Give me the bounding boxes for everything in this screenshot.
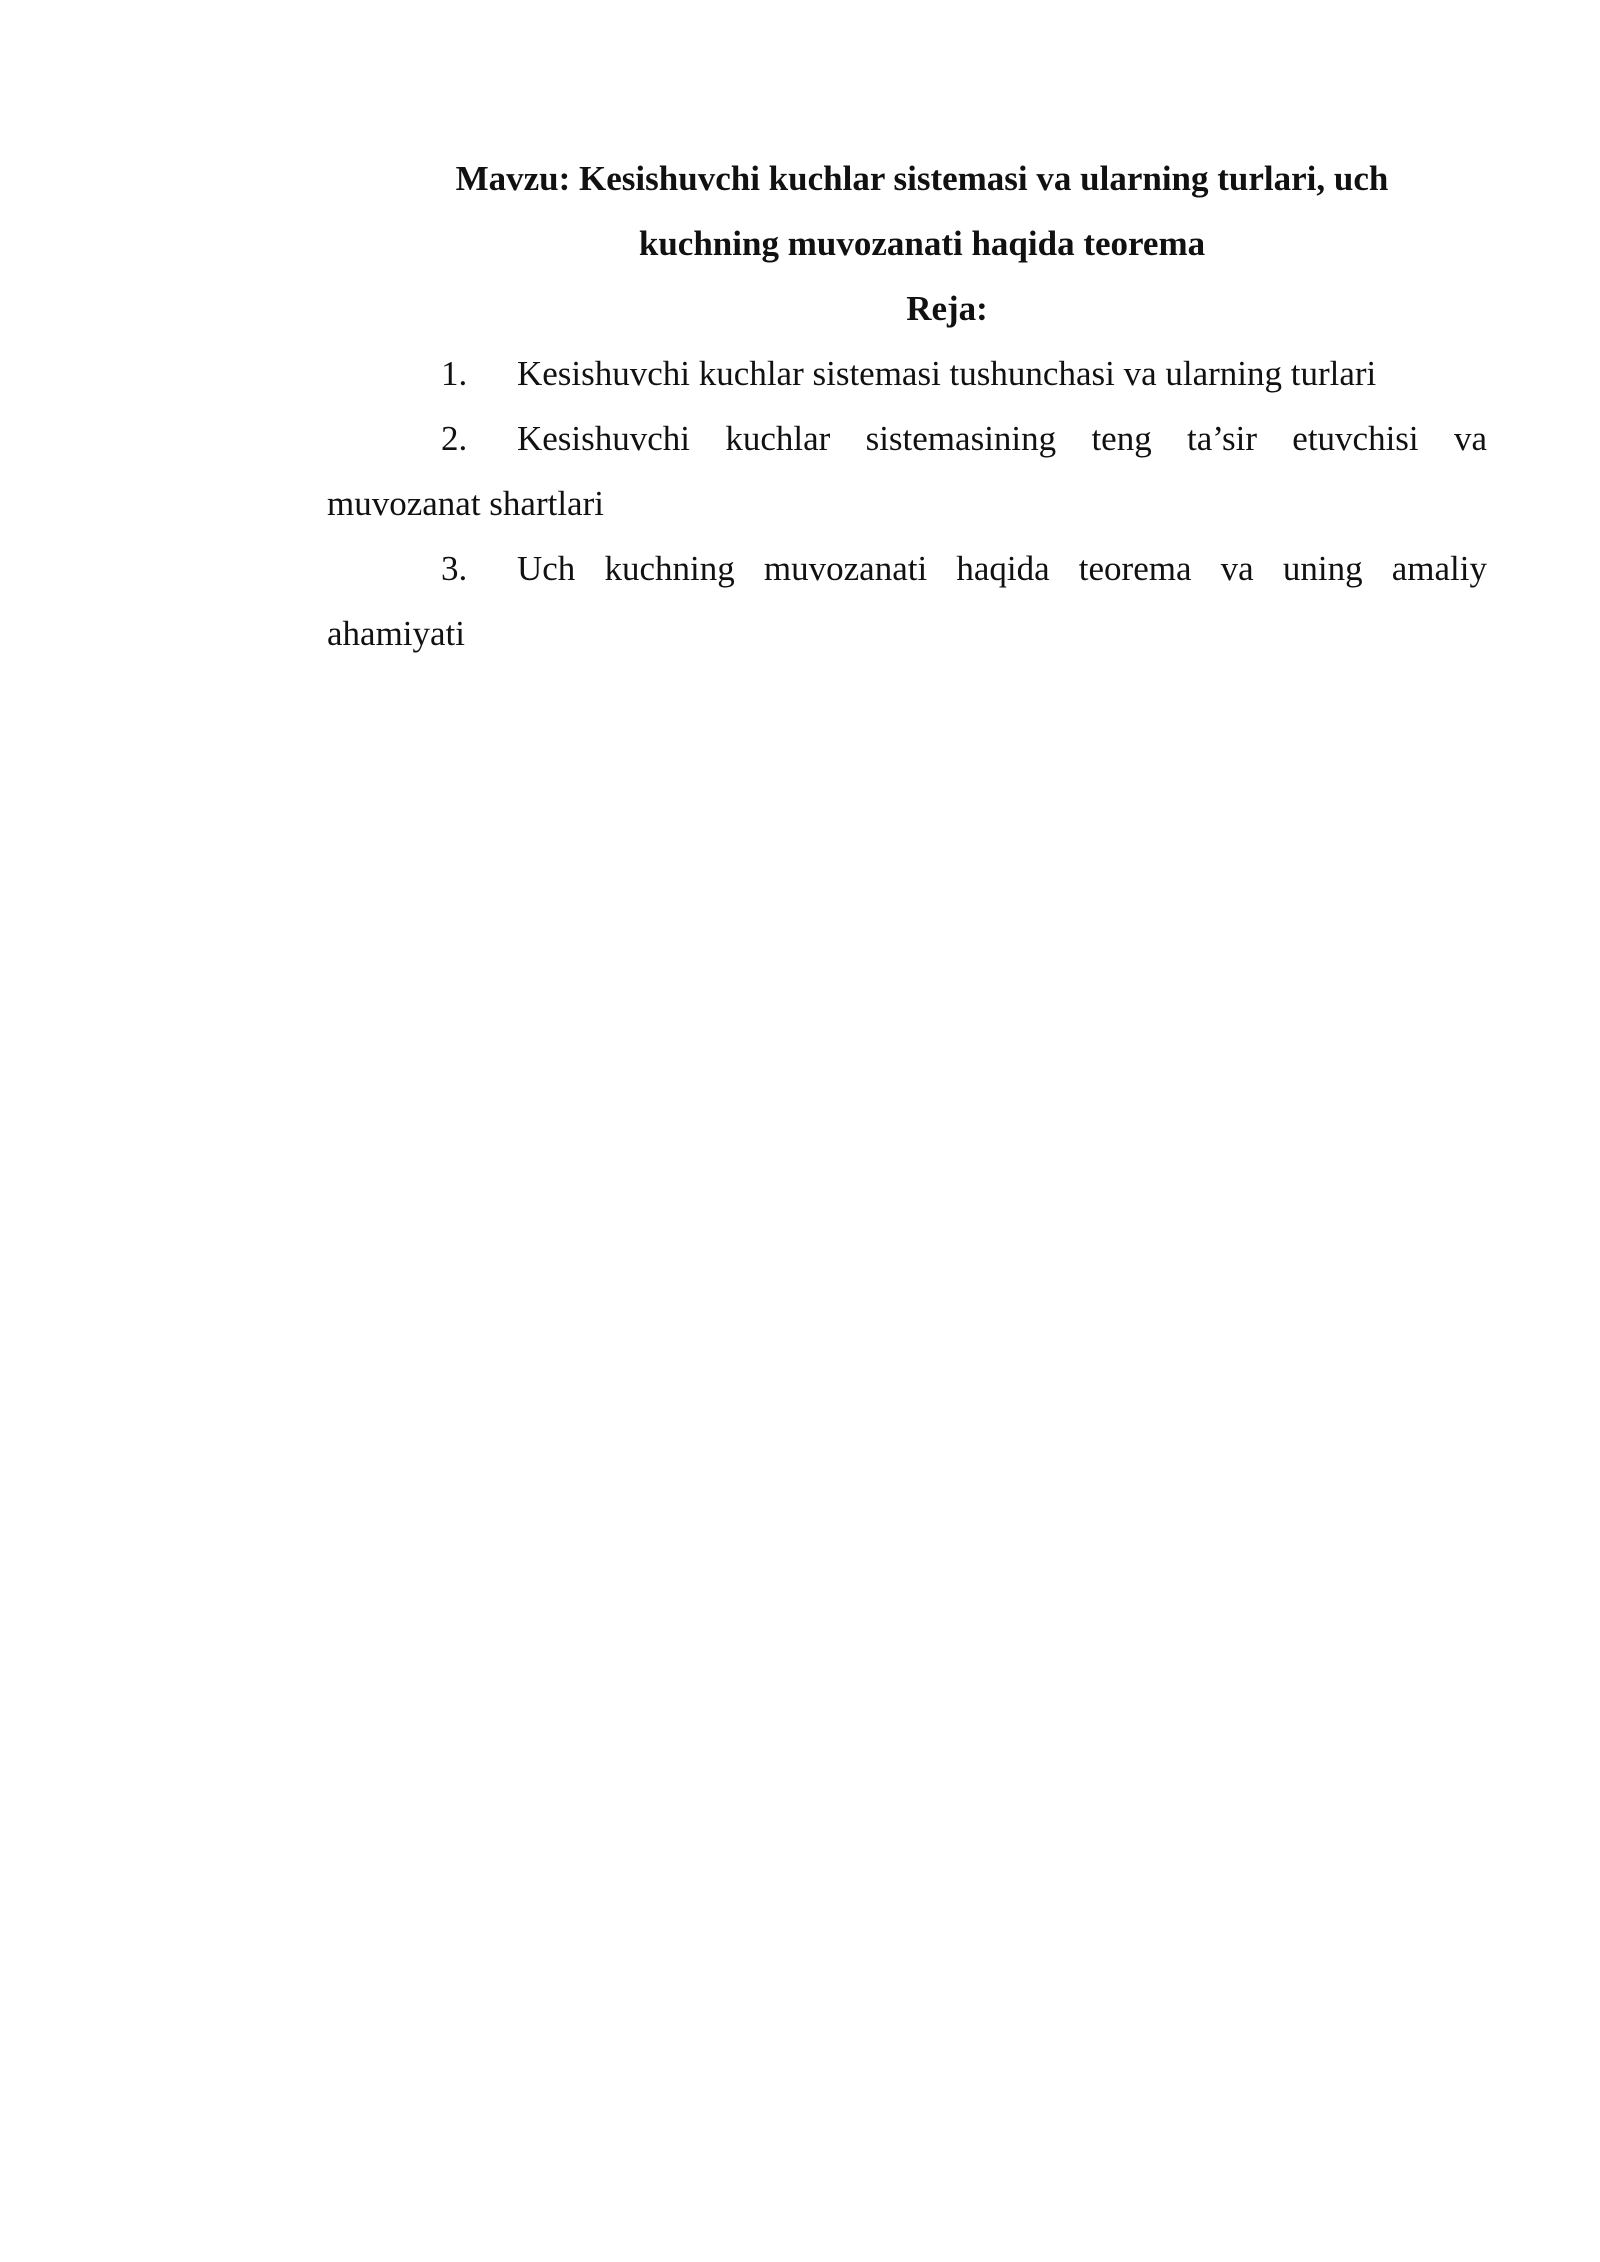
plan-item-number: 3. — [441, 549, 468, 588]
plan-list — [327, 341, 1487, 666]
title-line-2: kuchning muvozanati haqida teorema — [638, 224, 1206, 263]
document-content — [327, 146, 1487, 666]
plan-item-text: Uch kuchning muvozanati haqida teorema va uning amaliy ahamiyati — [327, 549, 1487, 653]
document-title — [327, 146, 1487, 276]
plan-item-2 — [327, 406, 1487, 536]
plan-item-text: Kesishuvchi kuchlar sistemasi tushunchasi va ularning turlari — [517, 354, 1377, 393]
plan-item-number: 1. — [441, 354, 468, 393]
plan-item-1 — [327, 341, 1487, 406]
plan-item-number: 2. — [441, 419, 468, 458]
plan-heading: Reja: — [906, 289, 988, 328]
plan-item-3 — [327, 536, 1487, 666]
plan-item-text: Kesishuvchi kuchlar sistemasining teng ta’sir etuvchisi va muvozanat shartlari — [327, 419, 1487, 523]
title-line-1: Mavzu: Kesishuvchi kuchlar sistemasi va ularning turlari, uch — [455, 159, 1389, 198]
